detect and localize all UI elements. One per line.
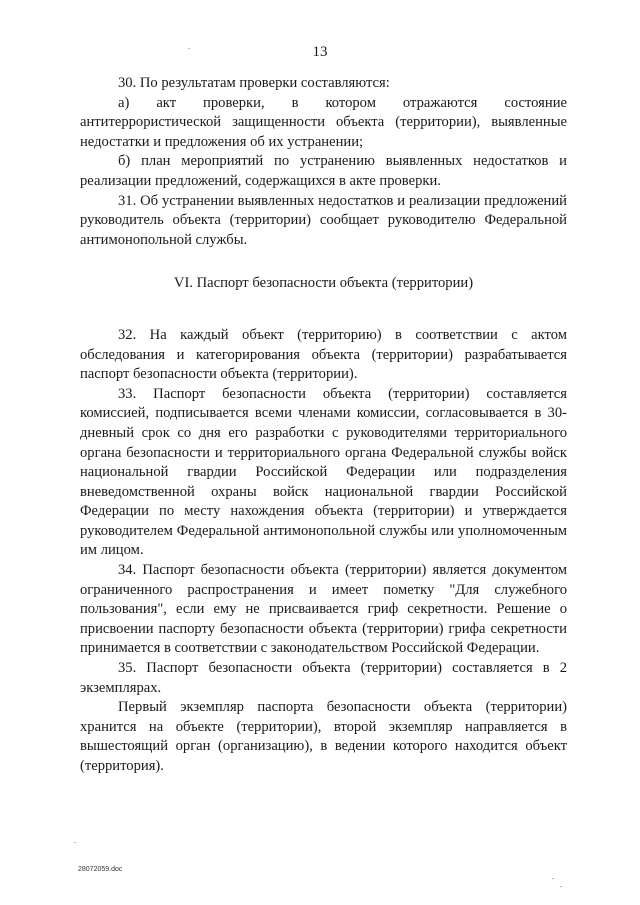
paragraph-34: 34. Паспорт безопасности объекта (территории) является документом ограниченного распространения и имеет пометку "Для служебного пользования", если ему не присваивается гриф секретности. Решение о присвоении паспорту безопасности объекта (территории) грифа секретности принимается в соответствии с законодательством Российской Федерации. [80, 562, 567, 657]
paragraph-31: 31. Об устранении выявленных недостатков и реализации предложений руководитель объекта (территории) сообщает руководителю Федеральной антимонопольной службы. [80, 192, 567, 248]
section-title: VI. Паспорт безопасности объекта (территории) [173, 275, 474, 292]
paragraph-35: 35. Паспорт безопасности объекта (территории) составляется в 2 экземплярах. [80, 660, 567, 696]
paragraph-35-continued: Первый экземпляр паспорта безопасности объекта (территории) хранится на объекте (территории), второй экземпляр направляется в вышестоящий орган (организацию), в ведении которого находится объект (территория). [80, 699, 567, 774]
paragraph-30a: а) акт проверки, в котором отражаются состояние антитеррористической защищенности объекта (территории), выявленные недостатки и предложения об их устранении; [80, 94, 567, 150]
scan-speck [560, 886, 562, 887]
paragraph-32: 32. На каждый объект (территорию) в соответствии с актом обследования и категорирования объекта (территории) разрабатывается паспорт безопасности объекта (территории). [80, 326, 567, 383]
paragraph-30b: б) план мероприятий по устранению выявленных недостатков и реализации предложений, содержащихся в акте проверки. [80, 153, 567, 189]
scan-speck [188, 48, 190, 49]
paragraph-30: 30. По результатам проверки составляются: [118, 75, 390, 91]
footer-filename: 28072059.doc [78, 866, 123, 873]
document-body [80, 74, 567, 777]
paragraph-33: 33. Паспорт безопасности объекта (территории) составляется комиссией, подписывается всеми членами комиссии, согласовывается в 30-дневный срок со дня его разработки с руководителями территориального органа безопасности и территориального органа Федеральной службы войск национальной гвардии Российской Федерации или подразделения вневедомственной охраны войск национальной гвардии Российской Федерации по месту нахождения объекта (территории) и утверждается руководителем Федеральной антимонопольной службы или уполномоченным им лицом. [80, 385, 567, 559]
scan-speck [552, 878, 554, 879]
scan-speck [74, 842, 76, 843]
page-number: 13 [312, 44, 328, 60]
